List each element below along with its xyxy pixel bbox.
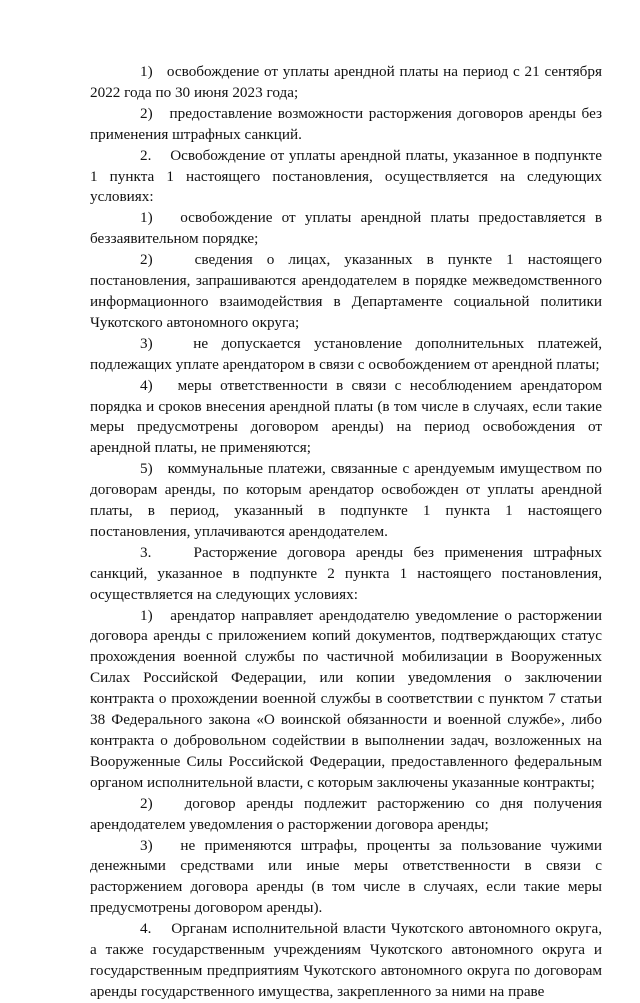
clause-2-item-3: 3) не допускается установление дополнительных платежей, подлежащих уплате арендатором в связи с освобождением от арендной платы; <box>90 334 602 373</box>
clause-3-item-1: 1) арендатор направляет арендодателю уведомление о расторжении договора аренды с приложением копий документов, подтверждающих статус прохождения военной службы по частичной мобилизации в Вооруженных Силах Российской Федерации, или копии уведомления о заключении контракта о прохождении военной службы в соответствии с пунктом 7 статьи 38 Федерального закона «О воинской обязанности и военной службе», либо контракта о добровольном содействии в выполнении задач, возложенных на Вооруженные Силы Российской Федерации, предоставленного федеральным органом исполнительной власти, с которым заключены указанные контракты; <box>90 606 602 791</box>
clause-3: 3. Расторжение договора аренды без применения штрафных санкций, указанное в подпункте 2 пункта 1 настоящего постановления, осуществляется на следующих условиях: <box>90 543 602 603</box>
clause-2-item-2: 2) сведения о лицах, указанных в пункте 1 настоящего постановления, запрашиваются арендодателем в порядке межведомственного информационного взаимодействия в Департаменте социальной политики Чукотского автономного округа; <box>90 251 602 331</box>
item-2-lease-termination: 2) предоставление возможности расторжения договоров аренды без применения штрафных санкций. <box>90 104 602 143</box>
clause-2-item-1: 1) освобождение от уплаты арендной платы предоставляется в беззаявительном порядке; <box>90 209 602 248</box>
item-1-rent-exemption: 1) освобождение от уплаты арендной платы на период с 21 сентября 2022 года по 30 июня 2023 года; <box>90 63 602 101</box>
clause-2-item-5: 5) коммунальные платежи, связанные с арендуемым имуществом по договорам аренды, по которым арендатор освобожден от уплаты арендной платы, в период, указанный в подпункте 1 пункта 1 настоящего постановления, уплачиваются арендодателем. <box>90 460 602 540</box>
clause-2: 2. Освобождение от уплаты арендной платы, указанное в подпункте 1 пункта 1 настоящего постановления, осуществляется на следующих условиях: <box>90 146 602 206</box>
document-page <box>90 62 602 1003</box>
clause-4: 4. Органам исполнительной власти Чукотского автономного округа, а также государственным учреждениям Чукотского автономного округа и государственным предприятиям Чукотского автономного округа по договорам аренды государственного имущества, закрепленного за ними на праве <box>90 920 602 1000</box>
clause-2-item-4: 4) меры ответственности в связи с несоблюдением арендатором порядка и сроков внесения арендной платы (в том числе в случаях, если такие меры предусмотрены договором аренды) на период освобождения от арендной платы, не применяются; <box>90 376 602 457</box>
clause-3-item-3: 3) не применяются штрафы, проценты за пользование чужими денежными средствами или иные меры ответственности в связи с расторжением договора аренды (в том числе в случаях, если такие меры предусмотрены договором аренды). <box>90 836 602 917</box>
clause-3-item-2: 2) договор аренды подлежит расторжению со дня получения арендодателем уведомления о расторжении договора аренды; <box>90 794 602 833</box>
